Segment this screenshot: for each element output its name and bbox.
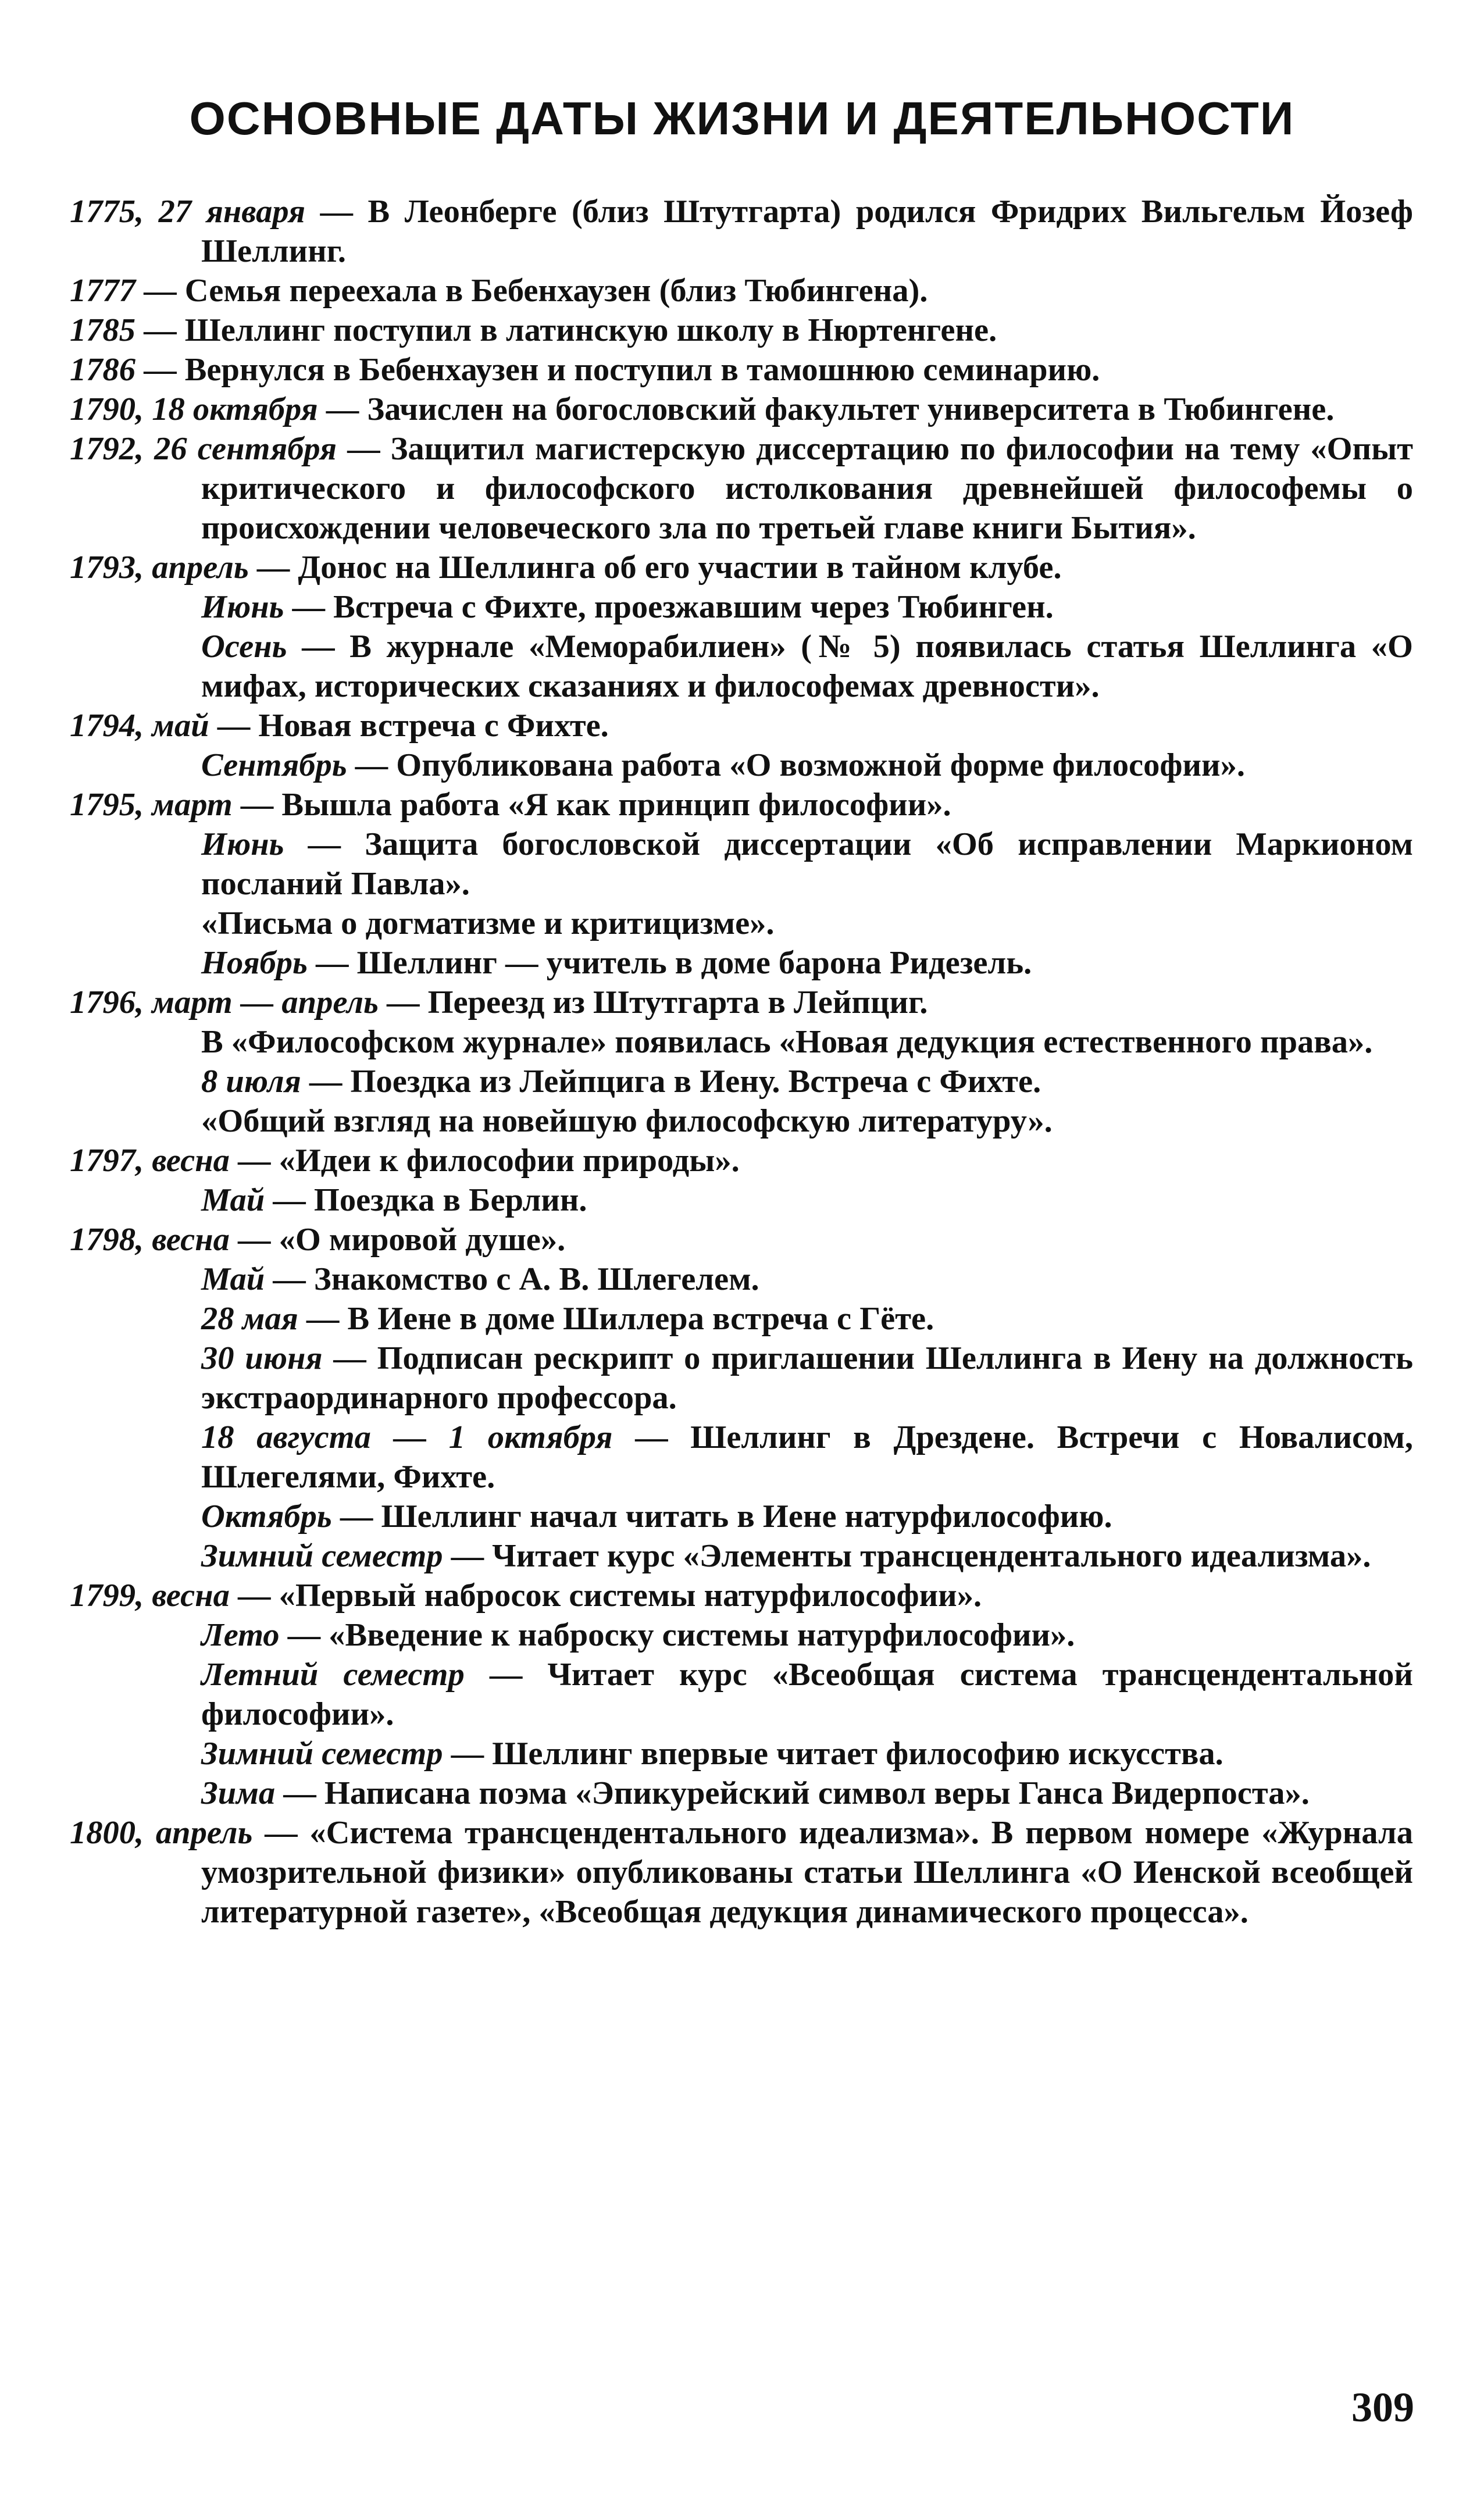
- entry-date: Летний семестр: [201, 1657, 465, 1693]
- chronology-subentry: [70, 943, 1413, 983]
- chronology-entry: [70, 429, 1413, 548]
- entry-date: Июнь: [201, 826, 284, 862]
- entry-date: 1786: [70, 352, 135, 388]
- entry-date: Май: [201, 1261, 265, 1297]
- entry-text: — Встреча с Фихте, проезжавшим через Тюбинген.: [284, 589, 1054, 625]
- entry-date: 1800, апрель: [70, 1815, 253, 1851]
- entry-text: — Зачислен на богословский факультет университета в Тюбингене.: [318, 391, 1335, 427]
- chronology-entry: [70, 1220, 1413, 1259]
- entry-text: — В Иене в доме Шиллера встреча с Гёте.: [298, 1301, 934, 1337]
- entry-text: — Поездка в Берлин.: [265, 1182, 587, 1218]
- entry-text: — Защита богословской диссертации «Об исправлении Маркионом посланий Павла».: [201, 826, 1413, 902]
- entry-date: 1793, апрель: [70, 549, 249, 586]
- entry-text: «Общий взгляд на новейшую философскую литературу».: [201, 1103, 1053, 1139]
- chronology-subentry: [70, 1536, 1413, 1576]
- entry-text: — «Идеи к философии природы».: [229, 1143, 740, 1179]
- chronology-subentry: [70, 1259, 1413, 1299]
- chronology-subentry: [70, 1180, 1413, 1220]
- entry-text: — «О мировой душе».: [229, 1222, 566, 1258]
- entry-text: — Шеллинг поступил в латинскую школу в Нюртенгене.: [135, 312, 997, 348]
- entry-text: — Новая встреча с Фихте.: [209, 708, 609, 744]
- entry-text: — Семья переехала в Бебенхаузен (близ Тюбингена).: [135, 273, 928, 309]
- chronology-subentry: [70, 587, 1413, 627]
- page-title: ОСНОВНЫЕ ДАТЫ ЖИЗНИ И ДЕЯТЕЛЬНОСТИ: [189, 92, 1295, 144]
- entry-date: Сентябрь: [201, 747, 347, 783]
- entry-date: Осень: [201, 629, 287, 665]
- entry-date: Зимний семестр: [201, 1538, 443, 1574]
- entry-text: — Вышла работа «Я как принцип философии».: [232, 787, 951, 823]
- chronology-subentry: [70, 1774, 1413, 1813]
- entry-date: Зима: [201, 1775, 276, 1811]
- entry-text: — Вернулся в Бебенхаузен и поступил в тамошнюю семинарию.: [135, 352, 1100, 388]
- entry-date: 18 августа — 1 октября: [201, 1419, 613, 1455]
- entry-text: — «Система трансцендентального идеализма». В первом номере «Журнала умозрительной физики» опубликованы статьи Шеллинга «О Иенской всеобщей литературной газете», «Всеобщая дедукция динамического процесса».: [201, 1815, 1413, 1930]
- entry-text: — Подписан рескрипт о приглашении Шеллинга в Иену на должность экстраординарного профессора.: [201, 1340, 1413, 1416]
- entry-date: 1795, март: [70, 787, 233, 823]
- entry-text: — Читает курс «Всеобщая система трансцендентальной философии».: [201, 1657, 1413, 1732]
- chronology-entry: [70, 390, 1413, 429]
- entry-date: Зимний семестр: [201, 1736, 443, 1772]
- entry-date: Октябрь: [201, 1498, 332, 1535]
- entry-text: — «Введение к наброску системы натурфилософии».: [279, 1617, 1075, 1653]
- entry-date: 1794, май: [70, 708, 209, 744]
- chronology-subentry: [70, 1655, 1413, 1734]
- chronology-entry: [70, 350, 1413, 390]
- chronology-subentry: [70, 904, 1413, 943]
- entry-date: Май: [201, 1182, 265, 1218]
- entry-text: — Шеллинг — учитель в доме барона Ридезель.: [307, 945, 1032, 981]
- chronology-entry: [70, 706, 1413, 745]
- entry-date: 1792, 26 сентября: [70, 431, 337, 467]
- chronology-subentry: [70, 1339, 1413, 1418]
- entry-text: — В Леонберге (близ Штутгарта) родился Фридрих Вильгельм Йозеф Шеллинг.: [201, 194, 1413, 269]
- entry-text: — Донос на Шеллинга об его участии в тайном клубе.: [248, 549, 1062, 586]
- page-number: 309: [1351, 2384, 1414, 2431]
- entry-date: 1796, март — апрель: [70, 984, 379, 1020]
- chronology-entry: [70, 548, 1413, 587]
- entry-text: — Читает курс «Элементы трансцендентального идеализма».: [443, 1538, 1371, 1574]
- chronology-subentry: [70, 1418, 1413, 1497]
- chronology-entry: [70, 1141, 1413, 1180]
- entry-date: Лето: [201, 1617, 280, 1653]
- chronology-entry: [70, 1576, 1413, 1615]
- chronology-list: [70, 192, 1413, 1932]
- chronology-entry: [70, 271, 1413, 311]
- chronology-subentry: [70, 1062, 1413, 1101]
- entry-text: — «Первый набросок системы натурфилософии».: [229, 1578, 982, 1614]
- chronology-entry: [70, 192, 1413, 271]
- entry-text: — Поездка из Лейпцига в Иену. Встреча с Фихте.: [301, 1064, 1041, 1100]
- entry-text: — Шеллинг в Дрездене. Встречи с Новалисом, Шлегелями, Фихте.: [201, 1419, 1413, 1495]
- entry-date: 1797, весна: [70, 1143, 230, 1179]
- entry-text: — Написана поэма «Эпикурейский символ веры Ганса Видерпоста».: [275, 1775, 1310, 1811]
- chronology-entry: [70, 785, 1413, 825]
- entry-date: 30 июня: [201, 1340, 323, 1376]
- chronology-subentry: [70, 1497, 1413, 1536]
- entry-text: — Знакомство с А. В. Шлегелем.: [265, 1261, 759, 1297]
- chronology-entry: [70, 983, 1413, 1022]
- entry-date: 1777: [70, 273, 135, 309]
- chronology-subentry: [70, 1615, 1413, 1655]
- entry-text: — Защитил магистерскую диссертацию по философии на тему «Опыт критического и философского истолкования древнейшей философемы о происхождении человеческого зла по третьей главе книги Бытия».: [201, 431, 1413, 546]
- chronology-subentry: [70, 1101, 1413, 1141]
- entry-date: Июнь: [201, 589, 284, 625]
- entry-text: — Шеллинг начал читать в Иене натурфилософию.: [331, 1498, 1112, 1535]
- chronology-subentry: [70, 1734, 1413, 1774]
- entry-text: В «Философском журнале» появилась «Новая дедукция естественного права».: [201, 1024, 1373, 1060]
- entry-date: 1785: [70, 312, 135, 348]
- entry-date: 1799, весна: [70, 1578, 230, 1614]
- entry-text: — В журнале «Меморабилиен» (№ 5) появилась статья Шеллинга «О мифах, исторических сказаниях и философемах древности».: [201, 629, 1413, 704]
- entry-date: 1775, 27 января: [70, 194, 305, 230]
- entry-text: — Переезд из Штутгарта в Лейпциг.: [378, 984, 928, 1020]
- chronology-subentry: [70, 1299, 1413, 1339]
- entry-text: — Опубликована работа «О возможной форме философии».: [347, 747, 1245, 783]
- entry-text: — Шеллинг впервые читает философию искусства.: [443, 1736, 1223, 1772]
- entry-date: 1790, 18 октября: [70, 391, 318, 427]
- chronology-subentry: [70, 627, 1413, 706]
- entry-date: 1798, весна: [70, 1222, 230, 1258]
- chronology-entry: [70, 1813, 1413, 1932]
- chronology-subentry: [70, 745, 1413, 785]
- chronology-entry: [70, 311, 1413, 350]
- chronology-subentry: [70, 825, 1413, 904]
- entry-date: Ноябрь: [201, 945, 308, 981]
- entry-text: «Письма о догматизме и критицизме».: [201, 905, 775, 941]
- entry-date: 28 мая: [201, 1301, 298, 1337]
- chronology-subentry: [70, 1022, 1413, 1062]
- entry-date: 8 июля: [201, 1064, 301, 1100]
